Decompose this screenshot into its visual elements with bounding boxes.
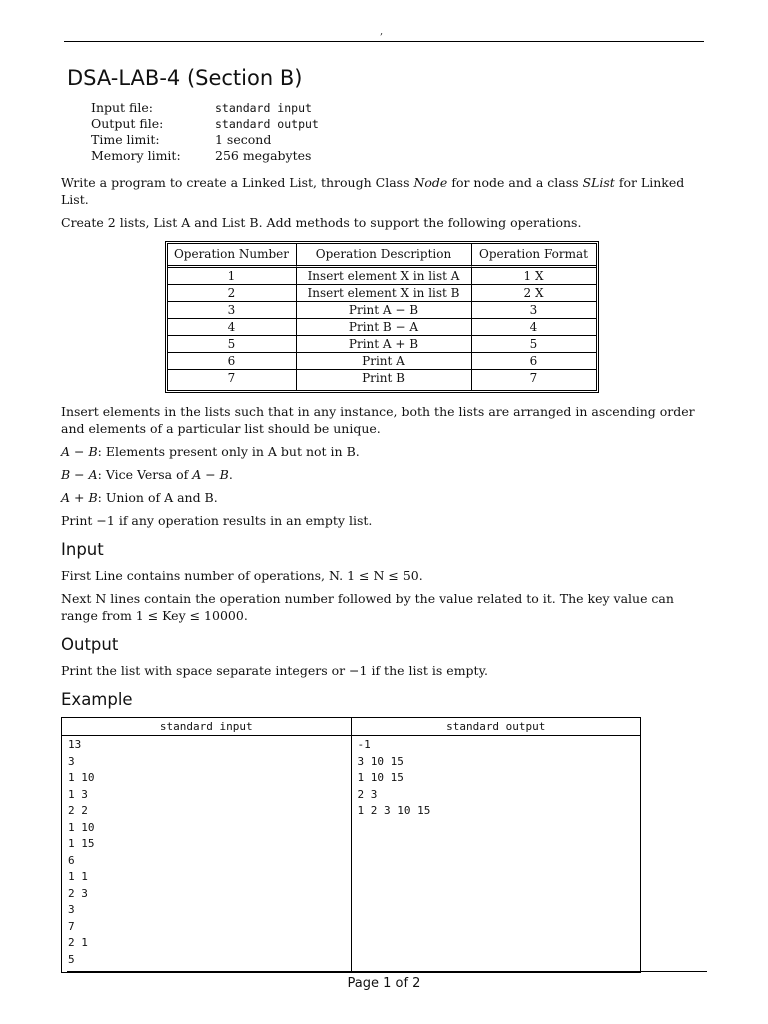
- ops-header-description: Operation Description: [297, 244, 472, 268]
- empty-list-note: Print −1 if any operation results in an empty list.: [61, 513, 373, 528]
- example-line: 6: [68, 853, 75, 867]
- ops-cell-number: 7: [168, 370, 297, 390]
- note-a-minus-b: A − B: Elements present only in A but not in B.: [61, 444, 360, 459]
- ops-cell-format: 6: [472, 353, 596, 370]
- limit-key: Output file:: [91, 116, 164, 131]
- intro-paragraph-1: Write a program to create a Linked List, through Class Node for node and a class SList for Linked List.: [61, 175, 685, 207]
- ops-cell-description: Print A: [297, 353, 472, 370]
- ops-row: [168, 268, 596, 285]
- ops-cell-format: 3: [472, 302, 596, 319]
- ops-cell-description: Print B − A: [297, 319, 472, 336]
- ops-cell-format: 2 X: [472, 285, 596, 302]
- limit-key: Time limit:: [91, 132, 160, 147]
- limit-value: standard output: [215, 117, 319, 131]
- example-line: 1 2 3 10 15: [357, 804, 431, 817]
- example-line: 2 1: [68, 936, 88, 949]
- footer-rule: [67, 971, 707, 972]
- limits-table: [91, 100, 319, 164]
- header-mark: ,: [380, 26, 384, 37]
- example-input-header: standard input: [62, 718, 352, 736]
- example-line: 2 2: [68, 804, 88, 817]
- example-output-cell: [351, 736, 641, 973]
- document-body: [61, 64, 702, 973]
- ops-row: [168, 319, 596, 336]
- ops-row: [168, 336, 596, 353]
- ops-cell-description: Insert element X in list A: [297, 268, 472, 285]
- limit-row: [91, 148, 319, 164]
- limit-row: [91, 132, 319, 148]
- example-line: 3 10 15: [357, 754, 404, 768]
- limit-row: [91, 100, 319, 116]
- ops-cell-description: Print B: [297, 370, 472, 390]
- note-b-minus-a: B − A: Vice Versa of A − B.: [61, 467, 233, 482]
- class-slist: SList: [582, 175, 615, 190]
- ops-cell-number: 6: [168, 353, 297, 370]
- limit-value: 1 second: [215, 132, 272, 147]
- output-heading: Output: [61, 635, 119, 654]
- operations-table: [165, 241, 599, 393]
- output-paragraph: Print the list with space separate integers or −1 if the list is empty.: [61, 663, 488, 678]
- ops-header-number: Operation Number: [168, 244, 297, 268]
- ops-cell-number: 2: [168, 285, 297, 302]
- limit-key: Input file:: [91, 100, 153, 115]
- ops-cell-description: Insert element X in list B: [297, 285, 472, 302]
- ops-cell-number: 1: [168, 268, 297, 285]
- note-a-plus-b: A + B: Union of A and B.: [61, 490, 218, 505]
- example-line: 2 3: [357, 787, 378, 801]
- example-line: 7: [68, 919, 75, 933]
- example-line: 1 15: [68, 837, 95, 850]
- page-title: DSA-LAB-4 (Section B): [67, 66, 303, 90]
- example-table: [61, 717, 641, 973]
- ops-cell-format: 4: [472, 319, 596, 336]
- example-line: 1 10 15: [357, 771, 404, 784]
- ops-row: [168, 370, 596, 390]
- example-output-header: standard output: [351, 718, 641, 736]
- page-number: Page 1 of 2: [347, 976, 421, 991]
- ops-row: [168, 302, 596, 319]
- example-line: 5: [68, 952, 75, 966]
- example-line: 1 10: [68, 820, 95, 834]
- limit-value: 256 megabytes: [215, 148, 312, 163]
- ops-header-format: Operation Format: [472, 244, 596, 268]
- example-line: 1 3: [68, 787, 88, 801]
- example-line: 1 1: [68, 870, 88, 883]
- ops-row: [168, 285, 596, 302]
- operations-table-wrap: [61, 241, 702, 393]
- ops-cell-description: Print A + B: [297, 336, 472, 353]
- ops-cell-format: 7: [529, 371, 538, 385]
- limit-value: standard input: [215, 101, 312, 115]
- ops-cell-format: 1 X: [472, 268, 596, 285]
- limit-row: [91, 116, 319, 132]
- ops-cell-format: 5: [472, 336, 596, 353]
- input-paragraph-1: First Line contains number of operations, N. 1 ≤ N ≤ 50.: [61, 568, 423, 583]
- ops-cell-number: 4: [168, 319, 297, 336]
- input-paragraph-2: Next N lines contain the operation number followed by the value related to it. The key value can range from 1 ≤ Key ≤ 10000.: [61, 591, 674, 623]
- example-input-cell: [62, 736, 352, 973]
- example-line: 13: [68, 738, 82, 751]
- example-heading: Example: [61, 690, 133, 709]
- example-line: 1 10: [68, 771, 95, 784]
- example-line: -1: [357, 738, 371, 751]
- limit-key: Memory limit:: [91, 148, 181, 163]
- ops-cell-number: 5: [168, 336, 297, 353]
- uniqueness-note: Insert elements in the lists such that in any instance, both the lists are arranged in ascending order and elements of a particular list should be unique.: [61, 404, 695, 436]
- example-line: 2 3: [68, 886, 88, 900]
- ops-cell-number: 3: [168, 302, 297, 319]
- input-heading: Input: [61, 540, 104, 559]
- ops-cell-description: Print A − B: [297, 302, 472, 319]
- header-rule: [64, 41, 704, 42]
- class-node: Node: [413, 175, 448, 190]
- example-line: 3: [68, 903, 75, 916]
- example-line: 3: [68, 754, 75, 768]
- ops-row: [168, 353, 596, 370]
- intro-paragraph-2: Create 2 lists, List A and List B. Add methods to support the following operations.: [61, 215, 582, 230]
